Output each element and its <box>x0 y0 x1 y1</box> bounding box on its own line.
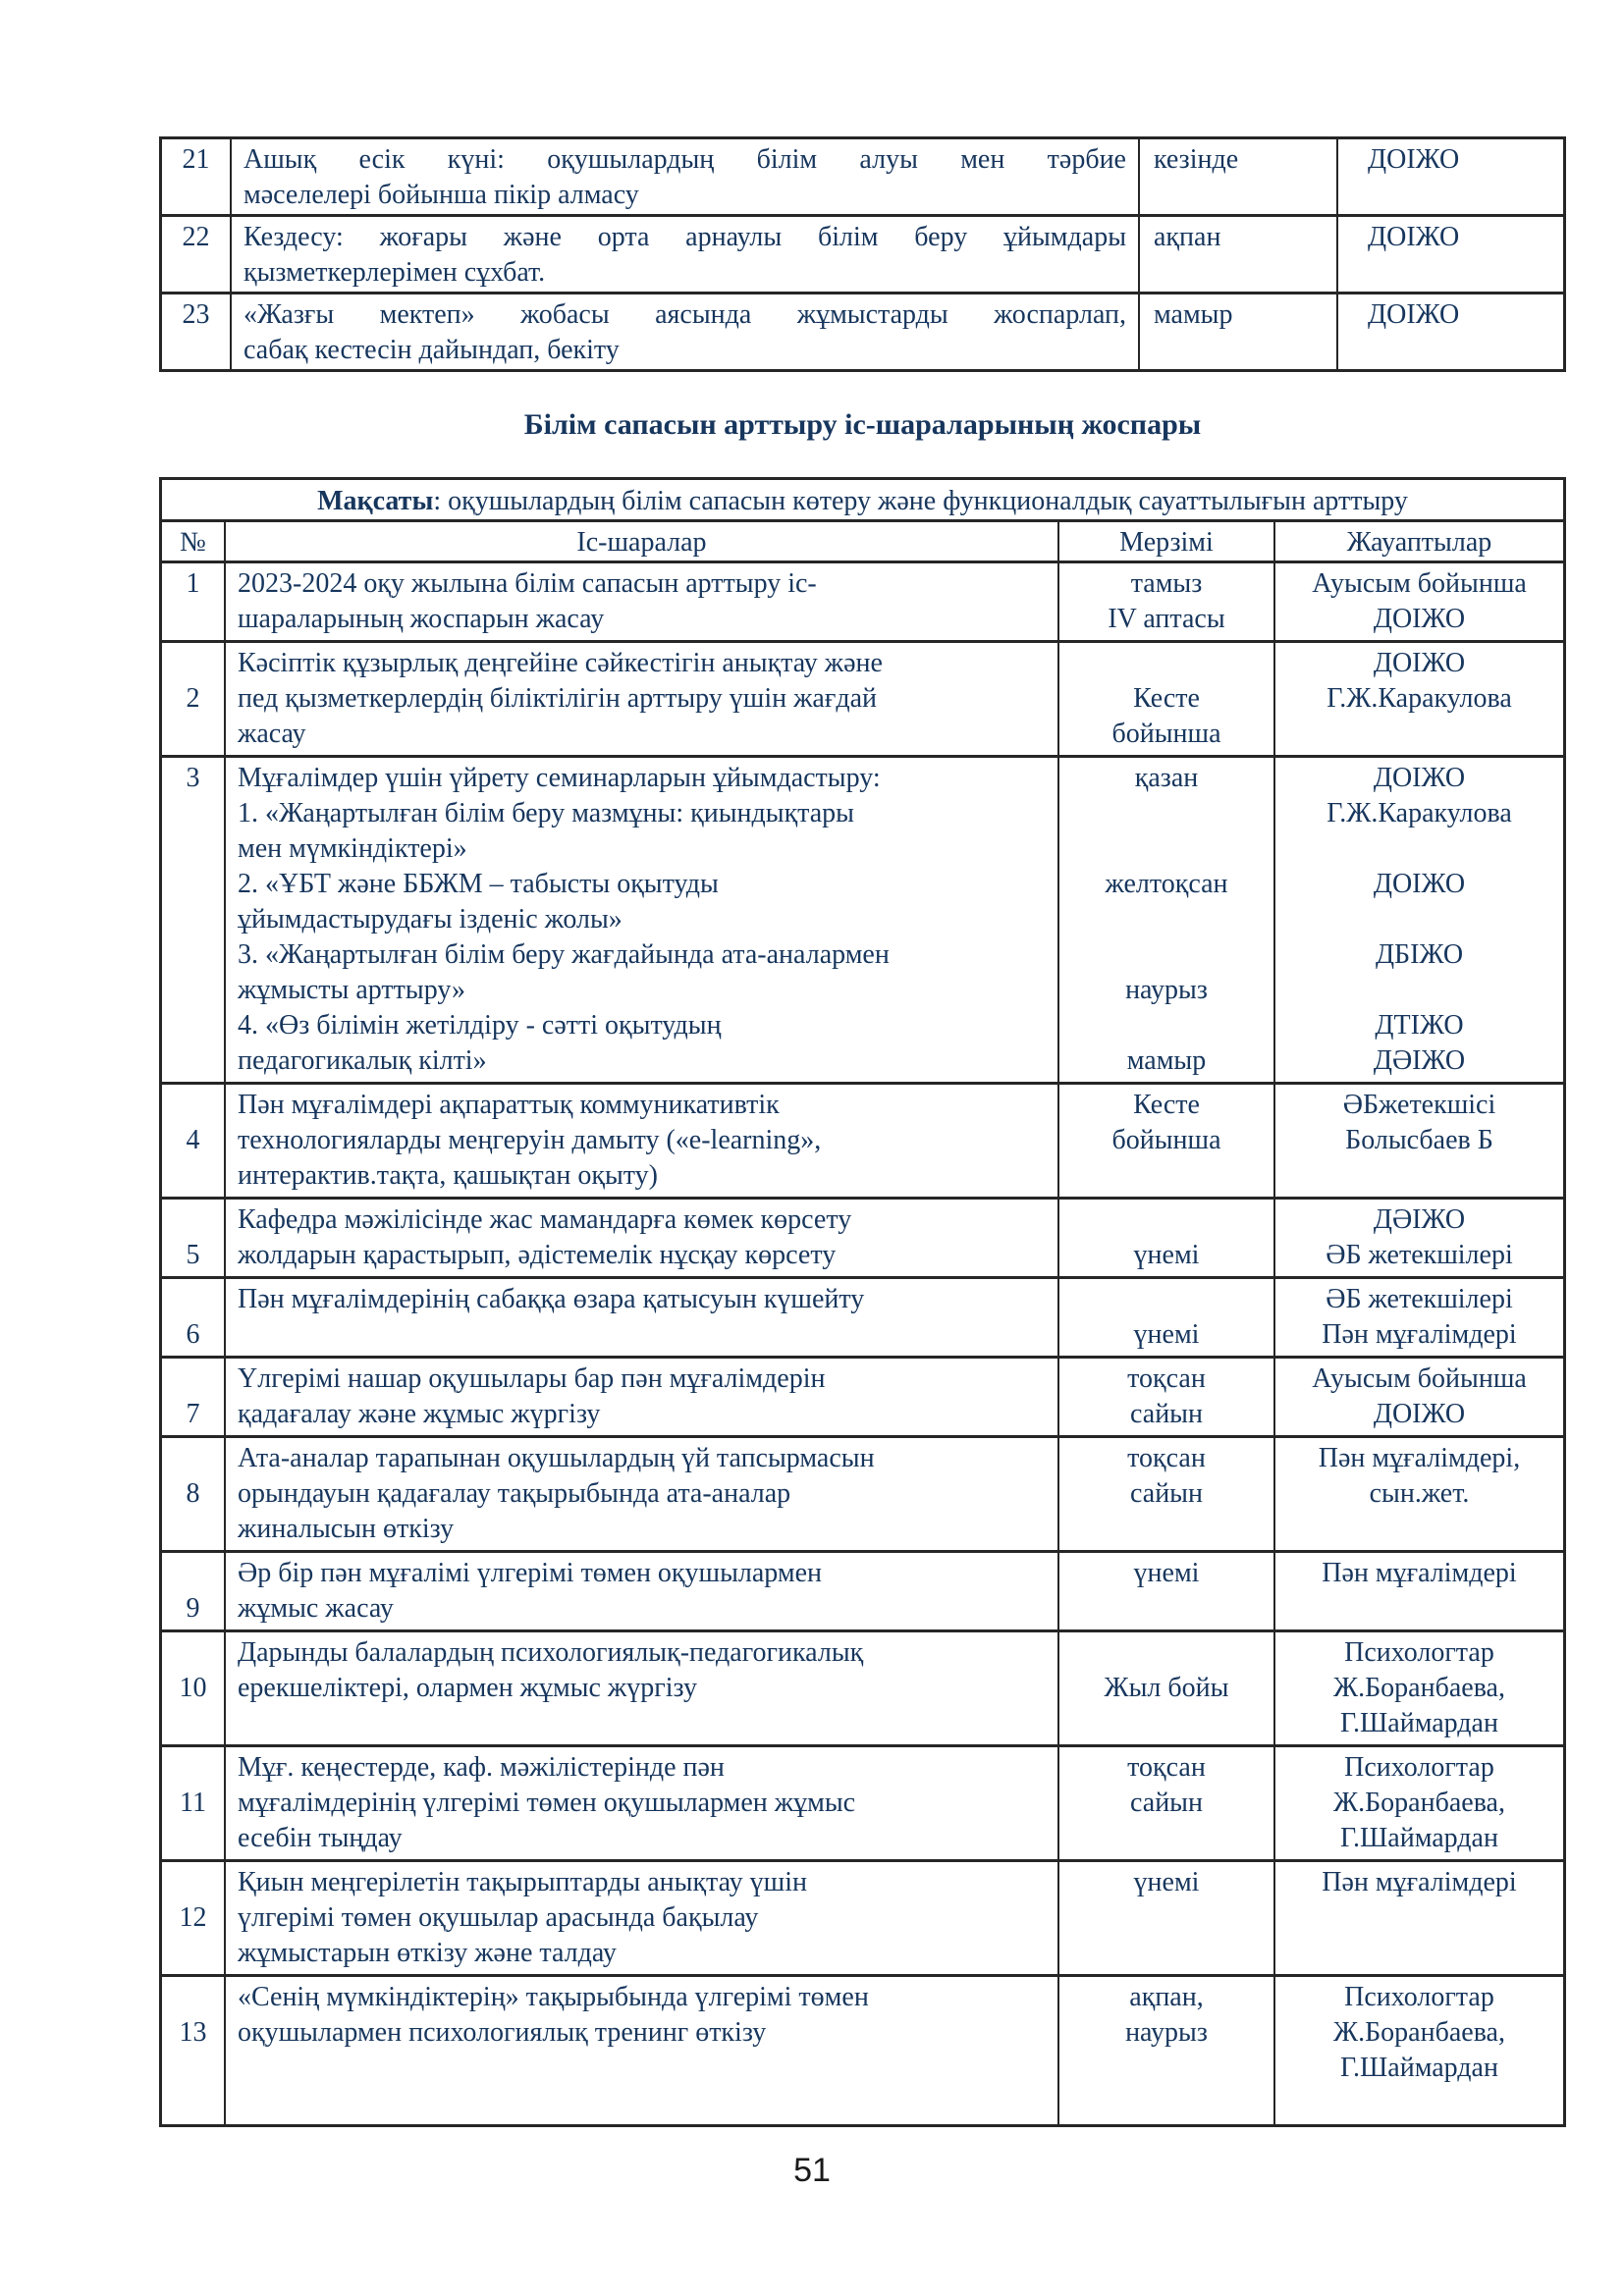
term-cell <box>1059 1200 1275 1276</box>
term-entry: бойынша <box>1111 719 1221 749</box>
activity-line: оқушылармен психологиялық тренинг өткізу <box>238 2017 767 2048</box>
term-entry: үнемі <box>1133 1240 1200 1270</box>
responsible-cell <box>1275 1279 1563 1356</box>
activity-line: 4. «Өз білімін жетілдіру - сәтті оқытудың <box>238 1010 722 1041</box>
term-entry: қазан <box>1134 763 1199 793</box>
activity-line: мен мүмкіндіктері» <box>238 833 467 864</box>
term-cell <box>1059 1977 1275 2124</box>
responsible-entry: ӘБжетекшісі <box>1342 1090 1496 1120</box>
activity-line: жолдарын қарастырып, әдістемелік нұсқау көрсету <box>238 1240 837 1270</box>
activity-cell <box>226 1862 1059 1974</box>
activity-cell <box>226 1553 1059 1629</box>
row-number: 3 <box>186 763 200 793</box>
responsible-entry: Болысбаев Б <box>1345 1125 1493 1155</box>
responsible-entry: ДӘІЖО <box>1373 1204 1466 1235</box>
term-entry: мамыр <box>1154 299 1233 330</box>
activity-line: орындауын қадағалау тақырыбында ата-аналар <box>238 1478 791 1509</box>
term-entry: Кесте <box>1133 1090 1200 1120</box>
table-row <box>162 1977 1563 2124</box>
goal-row <box>162 480 1563 522</box>
activity-line: пед қызметкерлердің біліктілігін арттыру үшін жағдай <box>238 683 877 714</box>
row-number-cell <box>162 1747 226 1859</box>
term-cell <box>1059 1747 1275 1859</box>
row-number: 23 <box>182 299 210 330</box>
table-row <box>162 217 1563 294</box>
activity-cell <box>226 563 1059 640</box>
responsible-cell <box>1275 1862 1563 1974</box>
responsible-entry: Ж.Боранбаева, <box>1333 1673 1505 1703</box>
table-row <box>162 563 1563 643</box>
responsible-entry: ДӘІЖО <box>1373 1045 1466 1076</box>
activity-cell <box>226 1359 1059 1435</box>
term-entry: тоқсан <box>1127 1443 1206 1473</box>
activity-line: жұмысты арттыру» <box>238 975 466 1005</box>
activity-line: жиналысын өткізу <box>238 1514 455 1544</box>
responsible-entry: ДОІЖО <box>1373 604 1466 634</box>
term-cell <box>1059 1632 1275 1744</box>
row-number: 10 <box>179 1673 207 1703</box>
row-number-cell <box>162 1553 226 1629</box>
activity-line: Ата-аналар тарапынан оқушылардың үй тапсырмасын <box>238 1443 875 1473</box>
responsible-cell <box>1275 1977 1563 2124</box>
row-number-cell <box>162 1438 226 1550</box>
responsible-entry: Г.Ж.Каракулова <box>1326 683 1512 714</box>
responsible-entry: Ауысым бойынша <box>1312 1363 1527 1394</box>
activity-line: Қиын меңгерілетін тақырыптарды анықтау үшін <box>238 1867 807 1897</box>
responsible-cell <box>1275 1553 1563 1629</box>
activity-line: Пән мұғалімдері ақпараттық коммуникативтік <box>238 1090 780 1120</box>
term-entry: желтоқсан <box>1105 869 1228 899</box>
activity-line: ерекшеліктері, олармен жұмыс жүргізу <box>238 1673 698 1703</box>
activity-line: Әр бір пән мұғалімі үлгерімі төмен оқушылармен <box>238 1558 823 1588</box>
activity-line: жұмыстарын өткізу және талдау <box>238 1938 617 1968</box>
table-header-row <box>162 522 1563 563</box>
activity-line: мұғалімдерінің үлгерімі төмен оқушылармен жұмыс <box>238 1788 856 1818</box>
term-entry: үнемі <box>1133 1558 1200 1588</box>
table-row <box>162 1359 1563 1438</box>
activity-line: Кәсіптік құзырлық деңгейіне сәйкестігін анықтау және <box>238 648 883 678</box>
row-number: 4 <box>186 1125 200 1155</box>
responsible-entry: ӘБ жетекшілері <box>1326 1284 1513 1314</box>
continuation-table <box>159 136 1566 372</box>
responsible-cell <box>1338 294 1563 369</box>
activity-cell <box>226 1200 1059 1276</box>
row-number-cell <box>162 217 232 292</box>
term-entry: Кесте <box>1133 683 1200 714</box>
activity-line: Үлгерімі нашар оқушылары бар пән мұғалімдерін <box>238 1363 826 1394</box>
responsible-entry: ДОІЖО <box>1373 869 1466 899</box>
activity-cell <box>226 1085 1059 1197</box>
term-entry: мамыр <box>1126 1045 1207 1076</box>
responsible-entry: Ауысым бойынша <box>1312 568 1527 599</box>
activity-cell <box>232 294 1140 369</box>
responsible-cell <box>1275 1438 1563 1550</box>
responsible-entry: ДБІЖО <box>1375 939 1464 970</box>
row-number-cell <box>162 643 226 755</box>
header-responsible: Жауаптылар <box>1346 527 1492 558</box>
table-row <box>162 1862 1563 1977</box>
term-cell <box>1059 1553 1275 1629</box>
responsible-entry: Пән мұғалімдері <box>1322 1867 1517 1897</box>
activity-line: үлгерімі төмен оқушылар арасында бақылау <box>238 1902 759 1933</box>
row-number: 7 <box>186 1399 200 1429</box>
term-cell <box>1140 139 1338 214</box>
activity-cell <box>226 1279 1059 1356</box>
header-term: Мерзімі <box>1059 522 1275 561</box>
responsible-entry: Пән мұғалімдері, <box>1318 1443 1521 1473</box>
activity-line: сабақ кестесін дайындап, бекіту <box>244 335 620 365</box>
responsible-entry: ДОІЖО <box>1368 222 1460 252</box>
row-number: 21 <box>182 144 210 175</box>
table-row <box>162 139 1563 217</box>
responsible-entry: Г.Шаймардан <box>1340 1708 1498 1738</box>
responsible-cell <box>1338 217 1563 292</box>
goal-label: Мақсаты <box>317 486 434 516</box>
activity-line: жасау <box>238 719 306 749</box>
term-cell <box>1059 758 1275 1082</box>
table-row <box>162 1085 1563 1200</box>
activity-line: интерактив.тақта, қашықтан оқыту) <box>238 1160 658 1191</box>
responsible-entry: ӘБ жетекшілері <box>1326 1240 1513 1270</box>
responsible-cell <box>1275 563 1563 640</box>
responsible-entry: Г.Шаймардан <box>1340 1823 1498 1853</box>
responsible-cell <box>1338 139 1563 214</box>
row-number: 2 <box>186 683 200 714</box>
responsible-entry: Пән мұғалімдері <box>1322 1319 1517 1350</box>
activity-line: Пән мұғалімдерінің сабаққа өзара қатысуын күшейту <box>238 1284 865 1314</box>
activity-cell <box>226 758 1059 1082</box>
section-heading: Білім сапасын арттыру іс-шараларының жоспары <box>523 408 1202 441</box>
term-entry: тоқсан <box>1127 1752 1206 1783</box>
activity-cell <box>226 1438 1059 1550</box>
responsible-entry: ДОІЖО <box>1373 648 1466 678</box>
goal-text: : оқушылардың білім сапасын көтеру және функционалдық сауаттылығын арттыру <box>433 486 1408 516</box>
page-number: 51 <box>793 2152 831 2189</box>
term-cell <box>1140 217 1338 292</box>
responsible-entry: ДОІЖО <box>1368 299 1460 330</box>
responsible-cell <box>1275 1747 1563 1859</box>
activity-line: Мұғ. кеңестерде, каф. мәжілістерінде пән <box>238 1752 725 1783</box>
responsible-entry: Ж.Боранбаева, <box>1333 1788 1505 1818</box>
table-row <box>162 1747 1563 1862</box>
row-number-cell <box>162 758 226 1082</box>
term-entry: бойынша <box>1111 1125 1221 1155</box>
term-cell <box>1059 643 1275 755</box>
row-number-cell <box>162 1200 226 1276</box>
row-number: 13 <box>179 2017 207 2048</box>
responsible-cell <box>1275 1359 1563 1435</box>
term-cell <box>1059 1085 1275 1197</box>
activity-line: қадағалау және жұмыс жүргізу <box>238 1399 601 1429</box>
activity-line: жұмыс жасау <box>238 1593 394 1624</box>
term-entry: үнемі <box>1133 1319 1200 1350</box>
row-number: 8 <box>186 1478 200 1509</box>
activity-line: технологияларды меңгеруін дамыту («e-learning», <box>238 1125 822 1155</box>
activity-line: ұйымдастырудағы ізденіс жолы» <box>238 904 623 934</box>
activity-line: Кездесу: жоғары және орта арнаулы білім беру ұйымдары <box>244 222 1126 252</box>
responsible-cell <box>1275 643 1563 755</box>
row-number: 1 <box>186 568 200 599</box>
row-number-cell <box>162 1862 226 1974</box>
responsible-cell <box>1275 758 1563 1082</box>
row-number-cell <box>162 139 232 214</box>
term-cell <box>1059 1279 1275 1356</box>
activity-line: 2023-2024 оқу жылына білім сапасын арттыру іс- <box>238 568 817 599</box>
table-row <box>162 1279 1563 1359</box>
activity-line: Кафедра мәжілісінде жас мамандарға көмек көрсету <box>238 1204 852 1235</box>
row-number: 11 <box>180 1788 206 1818</box>
responsible-entry: Г.Шаймардан <box>1340 2053 1498 2083</box>
term-entry: Жыл бойы <box>1104 1673 1229 1703</box>
activity-line: «Жазғы мектеп» жобасы аясында жұмыстарды жоспарлап, <box>244 299 1126 330</box>
row-number-cell <box>162 1279 226 1356</box>
responsible-entry: сын.жет. <box>1369 1478 1470 1509</box>
table-row <box>162 1632 1563 1747</box>
responsible-cell <box>1275 1085 1563 1197</box>
activity-cell <box>226 1977 1059 2124</box>
plan-table <box>159 477 1566 2127</box>
activity-line: есебін тыңдау <box>238 1823 403 1853</box>
term-entry: ақпан <box>1154 222 1221 252</box>
term-entry: тамыз <box>1130 568 1203 599</box>
responsible-entry: Г.Ж.Каракулова <box>1326 798 1512 828</box>
responsible-entry: Психологтар <box>1344 1637 1494 1668</box>
term-entry: тоқсан <box>1127 1363 1206 1394</box>
table-row <box>162 758 1563 1085</box>
term-entry: ақпан, <box>1129 1982 1204 2012</box>
table-row <box>162 1553 1563 1632</box>
responsible-entry: ДОІЖО <box>1373 763 1466 793</box>
row-number: 22 <box>182 222 210 252</box>
activity-cell <box>226 1747 1059 1859</box>
row-number: 6 <box>186 1319 200 1350</box>
activity-cell <box>232 217 1140 292</box>
row-number-cell <box>162 1359 226 1435</box>
activity-line: Мұғалімдер үшін үйрету семинарларын ұйымдастыру: <box>238 763 881 793</box>
responsible-cell <box>1275 1200 1563 1276</box>
term-cell <box>1059 1862 1275 1974</box>
table-row <box>162 1438 1563 1553</box>
activity-line: мәселелері бойынша пікір алмасу <box>244 180 639 210</box>
row-number: 5 <box>186 1240 200 1270</box>
term-entry: сайын <box>1130 1788 1203 1818</box>
activity-line: шараларының жоспарын жасау <box>238 604 605 634</box>
row-number-cell <box>162 1632 226 1744</box>
responsible-entry: ДОІЖО <box>1368 144 1460 175</box>
activity-line: Ашық есік күні: оқушылардың білім алуы мен тәрбие <box>244 144 1126 175</box>
table-row <box>162 643 1563 758</box>
activity-cell <box>226 643 1059 755</box>
activity-cell <box>232 139 1140 214</box>
term-entry: IV аптасы <box>1108 604 1225 634</box>
activity-line: 2. «ҰБТ және ББЖМ – табысты оқытуды <box>238 869 719 899</box>
header-activity: Іс-шаралар <box>226 522 1059 561</box>
activity-line: Дарынды балалардың психологиялық-педагогикалық <box>238 1637 864 1668</box>
activity-line: педагогикалық кілті» <box>238 1045 487 1076</box>
responsible-entry: ДТІЖО <box>1375 1010 1464 1041</box>
term-cell <box>1059 1359 1275 1435</box>
term-entry: наурыз <box>1125 2017 1208 2048</box>
header-no: № <box>162 522 226 561</box>
row-number: 9 <box>186 1593 200 1624</box>
activity-cell <box>226 1632 1059 1744</box>
responsible-entry: Психологтар <box>1344 1752 1494 1783</box>
table-row <box>162 294 1563 369</box>
term-entry: наурыз <box>1125 975 1208 1005</box>
term-entry: кезінде <box>1154 144 1239 175</box>
activity-line: «Сенің мүмкіндіктерің» тақырыбында үлгерімі төмен <box>238 1982 869 2012</box>
term-entry: сайын <box>1130 1478 1203 1509</box>
row-number-cell <box>162 294 232 369</box>
responsible-entry: Психологтар <box>1344 1982 1494 2012</box>
row-number-cell <box>162 1085 226 1197</box>
row-number-cell <box>162 1977 226 2124</box>
activity-line: 1. «Жаңартылған білім беру мазмұны: қиындықтары <box>238 798 854 828</box>
row-number-cell <box>162 563 226 640</box>
responsible-entry: Пән мұғалімдері <box>1322 1558 1517 1588</box>
term-entry: сайын <box>1130 1399 1203 1429</box>
table-row <box>162 1200 1563 1279</box>
term-cell <box>1140 294 1338 369</box>
responsible-cell <box>1275 1632 1563 1744</box>
term-cell <box>1059 563 1275 640</box>
activity-line: 3. «Жаңартылған білім беру жағдайында ата-аналармен <box>238 939 890 970</box>
term-cell <box>1059 1438 1275 1550</box>
responsible-entry: Ж.Боранбаева, <box>1333 2017 1505 2048</box>
term-entry: үнемі <box>1133 1867 1200 1897</box>
responsible-entry: ДОІЖО <box>1373 1399 1466 1429</box>
activity-line: қызметкерлерімен сұхбат. <box>244 257 546 288</box>
row-number: 12 <box>179 1902 207 1933</box>
